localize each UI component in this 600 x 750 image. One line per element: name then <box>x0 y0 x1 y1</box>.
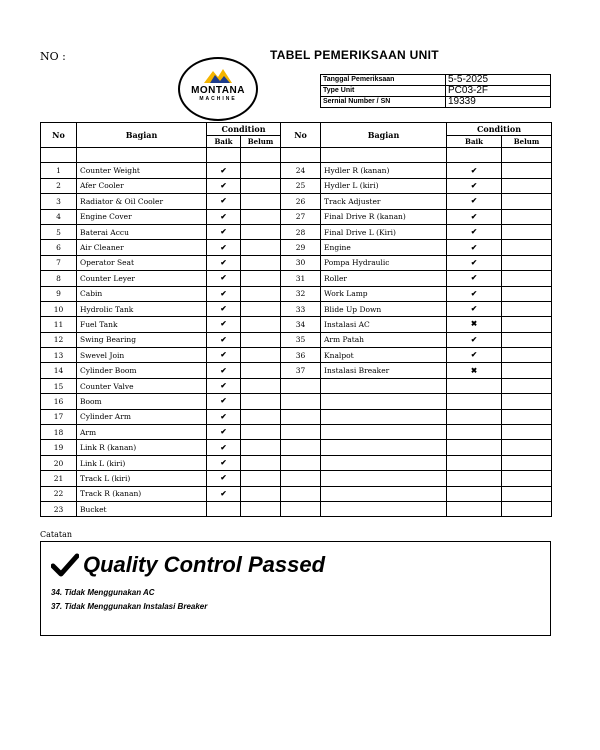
condition-baik: ✔ <box>207 317 241 332</box>
condition-baik: ✔ <box>207 255 241 270</box>
condition-baik <box>447 486 502 501</box>
item-name: Swevel Join <box>77 348 207 363</box>
row-number: 15 <box>41 378 77 393</box>
table-row <box>41 378 552 393</box>
table-row <box>41 286 552 301</box>
note-line: 37. Tidak Menggunakan Instalasi Breaker <box>51 602 208 611</box>
item-name: Final Drive R (kanan) <box>321 209 447 224</box>
item-name: Arm Patah <box>321 332 447 347</box>
condition-baik <box>447 378 502 393</box>
condition-belum <box>241 394 281 409</box>
item-name: Link R (kanan) <box>77 440 207 455</box>
condition-belum <box>241 501 281 516</box>
table-row <box>41 271 552 286</box>
condition-belum <box>241 363 281 378</box>
item-name: Cylinder Boom <box>77 363 207 378</box>
condition-belum <box>241 194 281 209</box>
header-no: No <box>41 123 77 148</box>
condition-belum <box>502 317 552 332</box>
item-name: Blide Up Down <box>321 301 447 316</box>
row-number: 17 <box>41 409 77 424</box>
table-row <box>41 394 552 409</box>
row-number: 24 <box>281 163 321 178</box>
notes-box <box>40 541 551 636</box>
condition-belum <box>241 224 281 239</box>
no-label: NO : <box>40 50 66 63</box>
qc-status-text: Quality Control Passed <box>83 552 326 577</box>
condition-belum <box>241 255 281 270</box>
row-number: 28 <box>281 224 321 239</box>
table-row <box>41 163 552 178</box>
row-number <box>281 486 321 501</box>
item-name: Swing Bearing <box>77 332 207 347</box>
item-name: Hydler R (kanan) <box>321 163 447 178</box>
row-number: 35 <box>281 332 321 347</box>
condition-baik: ✔ <box>447 178 502 193</box>
condition-belum <box>241 425 281 440</box>
item-name <box>321 501 447 516</box>
info-row-serial <box>321 97 551 108</box>
item-name: Track L (kiri) <box>77 471 207 486</box>
item-name: Hydrolic Tank <box>77 301 207 316</box>
condition-belum <box>502 255 552 270</box>
item-name: Counter Weight <box>77 163 207 178</box>
header-condition: Condition <box>207 123 281 136</box>
qc-banner <box>51 552 325 578</box>
note-line: 34. Tidak Menggunakan AC <box>51 588 155 597</box>
item-name <box>321 486 447 501</box>
row-number: 7 <box>41 255 77 270</box>
condition-belum <box>502 501 552 516</box>
condition-baik: ✔ <box>207 240 241 255</box>
condition-belum <box>241 348 281 363</box>
row-number: 3 <box>41 194 77 209</box>
condition-baik: ✔ <box>207 440 241 455</box>
condition-belum <box>502 163 552 178</box>
condition-baik: ✔ <box>447 301 502 316</box>
row-number: 10 <box>41 301 77 316</box>
item-name: Baterai Accu <box>77 224 207 239</box>
row-number: 16 <box>41 394 77 409</box>
condition-baik: ✔ <box>207 378 241 393</box>
condition-baik <box>447 455 502 470</box>
condition-baik: ✔ <box>207 332 241 347</box>
item-name: Track Adjuster <box>321 194 447 209</box>
item-name: Air Cleaner <box>77 240 207 255</box>
table-row <box>41 486 552 501</box>
item-name: Hydler L (kiri) <box>321 178 447 193</box>
condition-belum <box>502 440 552 455</box>
condition-belum <box>241 286 281 301</box>
condition-baik: ✔ <box>207 394 241 409</box>
checkmark-icon <box>51 553 79 577</box>
row-number: 1 <box>41 163 77 178</box>
item-name: Cylinder Arm <box>77 409 207 424</box>
condition-belum <box>241 317 281 332</box>
condition-belum <box>502 178 552 193</box>
item-name: Track R (kanan) <box>77 486 207 501</box>
condition-baik <box>447 394 502 409</box>
condition-baik <box>447 471 502 486</box>
condition-belum <box>502 348 552 363</box>
condition-belum <box>502 332 552 347</box>
table-row <box>41 440 552 455</box>
condition-belum <box>241 440 281 455</box>
condition-baik: ✖ <box>447 317 502 332</box>
condition-baik: ✔ <box>447 240 502 255</box>
table-row <box>41 471 552 486</box>
condition-baik: ✔ <box>207 409 241 424</box>
header-belum: Belum <box>502 136 552 148</box>
info-key: Tanggal Pemeriksaan <box>321 75 446 86</box>
condition-baik: ✖ <box>447 363 502 378</box>
condition-belum <box>502 425 552 440</box>
table-row <box>41 317 552 332</box>
row-number <box>281 471 321 486</box>
logo-name: MONTANA <box>191 85 245 96</box>
condition-baik: ✔ <box>447 255 502 270</box>
condition-belum <box>502 271 552 286</box>
condition-baik: ✔ <box>207 178 241 193</box>
item-name: Boom <box>77 394 207 409</box>
table-row <box>41 255 552 270</box>
condition-belum <box>502 471 552 486</box>
spacer-row <box>41 148 552 163</box>
table-row <box>41 455 552 470</box>
condition-baik: ✔ <box>207 425 241 440</box>
condition-belum <box>241 240 281 255</box>
table-row <box>41 224 552 239</box>
row-number <box>281 409 321 424</box>
info-value: PC03-2F <box>446 86 551 97</box>
condition-belum <box>502 209 552 224</box>
row-number: 25 <box>281 178 321 193</box>
row-number <box>281 455 321 470</box>
item-name: Bucket <box>77 501 207 516</box>
condition-belum <box>241 271 281 286</box>
condition-belum <box>241 455 281 470</box>
item-name: Roller <box>321 271 447 286</box>
condition-baik: ✔ <box>207 163 241 178</box>
header-bagian: Bagian <box>77 123 207 148</box>
row-number: 34 <box>281 317 321 332</box>
item-name <box>321 471 447 486</box>
row-number: 21 <box>41 471 77 486</box>
row-number <box>281 425 321 440</box>
condition-baik: ✔ <box>447 332 502 347</box>
condition-baik: ✔ <box>447 163 502 178</box>
item-name <box>321 455 447 470</box>
condition-belum <box>241 471 281 486</box>
row-number <box>281 394 321 409</box>
condition-baik: ✔ <box>447 348 502 363</box>
item-name: Instalasi AC <box>321 317 447 332</box>
condition-belum <box>502 378 552 393</box>
item-name <box>321 409 447 424</box>
condition-baik: ✔ <box>447 209 502 224</box>
item-name: Operator Seat <box>77 255 207 270</box>
info-row-type <box>321 86 551 97</box>
item-name: Fuel Tank <box>77 317 207 332</box>
info-key: Sernial Number / SN <box>321 97 446 108</box>
condition-baik: ✔ <box>447 194 502 209</box>
row-number: 20 <box>41 455 77 470</box>
row-number <box>281 378 321 393</box>
condition-belum <box>502 301 552 316</box>
item-name: Engine <box>321 240 447 255</box>
unit-info-table <box>320 74 551 108</box>
table-row <box>41 240 552 255</box>
notes-label: Catatan <box>40 530 73 539</box>
condition-baik: ✔ <box>207 471 241 486</box>
row-number: 36 <box>281 348 321 363</box>
condition-baik: ✔ <box>207 486 241 501</box>
condition-belum <box>241 178 281 193</box>
table-row <box>41 194 552 209</box>
row-number: 13 <box>41 348 77 363</box>
info-row-date <box>321 75 551 86</box>
mountain-logo-icon <box>202 67 234 83</box>
row-number <box>281 440 321 455</box>
item-name <box>321 378 447 393</box>
row-number: 8 <box>41 271 77 286</box>
condition-belum <box>241 163 281 178</box>
table-row <box>41 363 552 378</box>
condition-belum <box>502 486 552 501</box>
condition-belum <box>502 363 552 378</box>
table-row <box>41 425 552 440</box>
condition-baik <box>447 440 502 455</box>
document-title: TABEL PEMERIKSAAN UNIT <box>270 48 439 62</box>
item-name: Cabin <box>77 286 207 301</box>
inspection-table <box>40 122 552 517</box>
header-baik: Baik <box>447 136 502 148</box>
item-name: Radiator & Oil Cooler <box>77 194 207 209</box>
condition-baik <box>207 501 241 516</box>
condition-belum <box>502 194 552 209</box>
row-number <box>281 501 321 516</box>
table-row <box>41 332 552 347</box>
header-baik: Baik <box>207 136 241 148</box>
row-number: 27 <box>281 209 321 224</box>
condition-belum <box>502 409 552 424</box>
info-value: 5-5-2025 <box>446 75 551 86</box>
item-name: Arm <box>77 425 207 440</box>
condition-baik <box>447 425 502 440</box>
condition-baik: ✔ <box>207 194 241 209</box>
row-number: 33 <box>281 301 321 316</box>
row-number: 32 <box>281 286 321 301</box>
item-name: Knalpot <box>321 348 447 363</box>
item-name: Pompa Hydraulic <box>321 255 447 270</box>
item-name: Instalasi Breaker <box>321 363 447 378</box>
table-row <box>41 301 552 316</box>
item-name: Link L (kiri) <box>77 455 207 470</box>
condition-baik <box>447 409 502 424</box>
row-number: 5 <box>41 224 77 239</box>
condition-belum <box>241 409 281 424</box>
row-number: 12 <box>41 332 77 347</box>
condition-baik: ✔ <box>447 271 502 286</box>
row-number: 6 <box>41 240 77 255</box>
condition-baik: ✔ <box>207 363 241 378</box>
table-row <box>41 178 552 193</box>
row-number: 29 <box>281 240 321 255</box>
header-no: No <box>281 123 321 148</box>
logo-subtitle: MACHINE <box>199 96 237 102</box>
row-number: 30 <box>281 255 321 270</box>
row-number: 23 <box>41 501 77 516</box>
row-number: 2 <box>41 178 77 193</box>
condition-baik <box>447 501 502 516</box>
condition-belum <box>241 332 281 347</box>
condition-belum <box>502 286 552 301</box>
row-number: 9 <box>41 286 77 301</box>
item-name <box>321 425 447 440</box>
condition-belum <box>502 394 552 409</box>
row-number: 4 <box>41 209 77 224</box>
item-name: Counter Valve <box>77 378 207 393</box>
row-number: 19 <box>41 440 77 455</box>
item-name: Counter Leyer <box>77 271 207 286</box>
condition-belum <box>502 240 552 255</box>
header-bagian: Bagian <box>321 123 447 148</box>
condition-baik: ✔ <box>207 271 241 286</box>
item-name: Afer Cooler <box>77 178 207 193</box>
item-name: Engine Cover <box>77 209 207 224</box>
condition-baik: ✔ <box>447 286 502 301</box>
row-number: 37 <box>281 363 321 378</box>
table-row <box>41 409 552 424</box>
item-name: Final Drive L (Kiri) <box>321 224 447 239</box>
condition-belum <box>502 224 552 239</box>
condition-belum <box>502 455 552 470</box>
condition-baik: ✔ <box>207 209 241 224</box>
company-logo <box>178 57 258 121</box>
table-row <box>41 501 552 516</box>
row-number: 26 <box>281 194 321 209</box>
condition-belum <box>241 209 281 224</box>
condition-belum <box>241 301 281 316</box>
header-condition: Condition <box>447 123 552 136</box>
table-row <box>41 209 552 224</box>
header-belum: Belum <box>241 136 281 148</box>
item-name <box>321 394 447 409</box>
condition-baik: ✔ <box>207 301 241 316</box>
table-row <box>41 348 552 363</box>
row-number: 11 <box>41 317 77 332</box>
condition-baik: ✔ <box>207 224 241 239</box>
condition-belum <box>241 486 281 501</box>
condition-baik: ✔ <box>207 286 241 301</box>
row-number: 31 <box>281 271 321 286</box>
row-number: 14 <box>41 363 77 378</box>
info-key: Type Unit <box>321 86 446 97</box>
condition-baik: ✔ <box>447 224 502 239</box>
condition-baik: ✔ <box>207 348 241 363</box>
condition-belum <box>241 378 281 393</box>
row-number: 18 <box>41 425 77 440</box>
condition-baik: ✔ <box>207 455 241 470</box>
item-name: Work Lamp <box>321 286 447 301</box>
item-name <box>321 440 447 455</box>
info-value: 19339 <box>446 97 551 108</box>
row-number: 22 <box>41 486 77 501</box>
